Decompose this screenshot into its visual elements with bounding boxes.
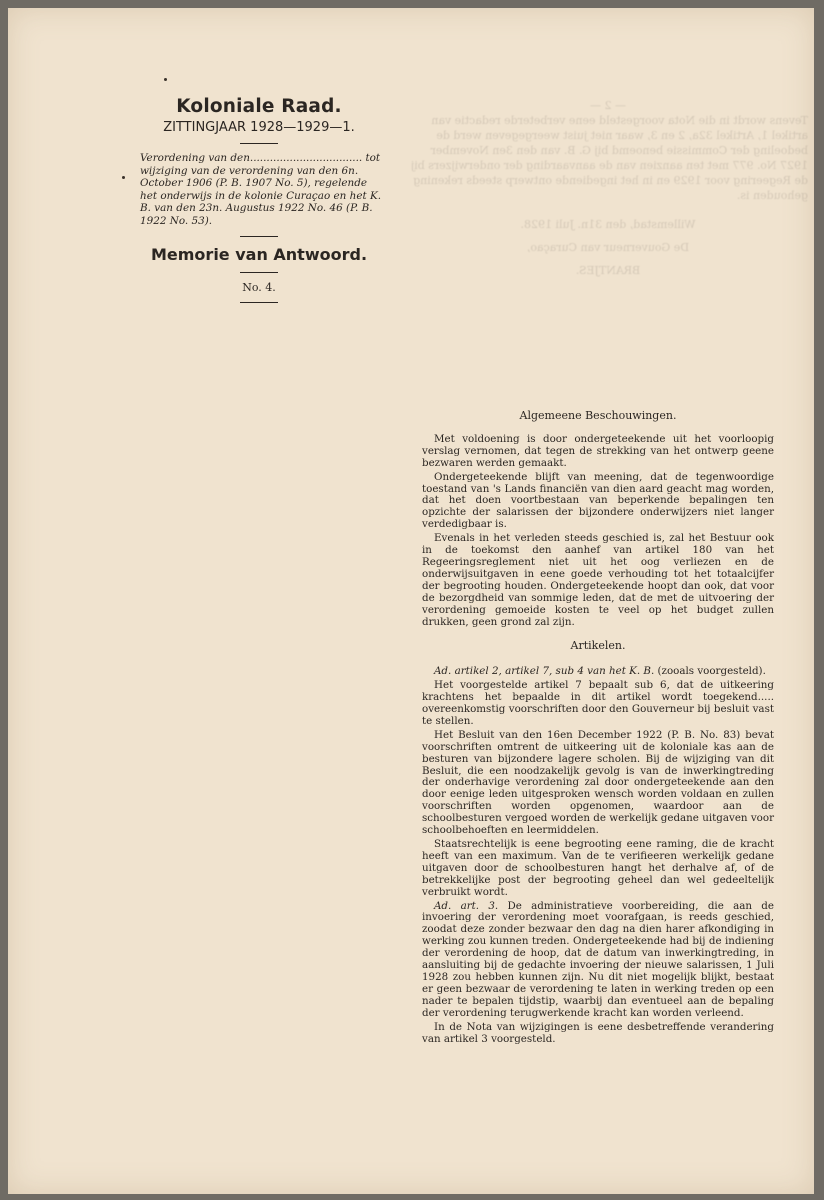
paragraph: Evenals in het verleden steeds geschied is, zal het Bestuur ook in de toekomst den aanhef van artikel 180 van het Regeeringsreglement niet uit het oog verliezen en de onderwijsuitgaven in eene goede verhouding tot het totaalcijfer der begrooting houden. Ondergeteekende hoopt dan ook, dat voor de bezorgdheid van sommige leden, dat de met de uitvoering der verordening gemoeide kosten te veel op het budget zullen drukken, geen grond zal zijn.: [422, 532, 774, 628]
paragraph: Het voorgestelde artikel 7 bepaalt sub 6, dat de uitkeering krachtens het bepaalde in dit artikel wordt toegekend..... overeenkomstig voorschriften door den Gouverneur bij besluit vast te stellen.: [422, 679, 774, 727]
paragraph: [422, 901, 774, 1020]
article-reference-note: (zooals voorgesteld).: [654, 665, 766, 678]
title-block: [128, 96, 390, 311]
paragraph: Met voldoening is door ondergeteekende uit het voorloopig verslag vernomen, dat tegen de strekking van het ontwerp geene bezwaren werden gemaakt.: [422, 432, 774, 469]
divider: [240, 143, 278, 144]
document-number: No. 4.: [242, 280, 276, 294]
council-title: Koloniale Raad.: [176, 96, 342, 117]
body-text: [422, 406, 774, 1047]
paragraph: Ondergeteekende blijft van meening, dat de tegenwoordige toestand van 's Lands financiën van dien aard geacht mag worden, dat het doen voortbestaan van beperkende bepalingen ten opzichte der salarissen der bijzondere onderwijzers niet langer verdedigbaar is.: [422, 470, 774, 531]
divider: [240, 302, 278, 303]
article-reference-italic: Ad. artikel 2, artikel 7, sub 4 van het K. B.: [434, 665, 655, 678]
section-heading-articles: Artikelen.: [570, 639, 626, 653]
article-reference: [422, 666, 774, 678]
divider: [240, 236, 278, 237]
document-title: Memorie van Antwoord.: [150, 244, 368, 264]
article-reference-italic: Ad. art. 3.: [434, 899, 499, 912]
document-page: [8, 8, 814, 1194]
regulation-description: Verordening van den.................................. tot wijziging van de verordening van den 6n. October 1906 (P. B. 1907 No. 5), regelende het onderwijs in de kolonie Curaçao en het K. B. van den 23n. Augustus 1922 No. 46 (P. B. 1922 No. 53).: [140, 152, 382, 227]
show-through-text: — 2 — Tevens wordt in die Nota voorgesteld eene verbeterde redactie van artikel 1, Artikel 32a, 2 en 3, waar niet juist weergegeven werd de bedoeling der Commissie benoemd bij G. B. van den 3en November 1927 No. 977 met ten aanzien van de aanvaarding der onderwijzers bij de Regeering voor 1929 en in het ingediende ontwerp steeds rekening gehouden is. Willemstad, den 31n. Juli 1928. De Gouverneur van Curaçao, BRANTJES.: [410, 99, 808, 277]
session-year: ZITTINGJAAR 1928—1929—1.: [163, 120, 355, 135]
paper-speck: [122, 176, 125, 179]
paper-speck: [164, 78, 167, 81]
paragraph: In de Nota van wijzigingen is eene desbetreffende verandering van artikel 3 voorgesteld.: [422, 1020, 774, 1045]
section-heading-general: Algemeene Beschouwingen.: [519, 409, 677, 422]
divider: [240, 272, 278, 273]
paragraph-text: De administratieve voorbereiding, die aan de invoering der verordening moet voorafgaan, is reeds geschied, zoodat deze zonder bezwaar den dag na dien harer afkondiging in werking zou kunnen treden. Ondergeteekende had bij de indiening der verordening de hoop, dat de datum van inwerkingtreding, in aansluiting bij de gedachte invoering der nieuwe salarissen, 1 Juli 1928 zou hebben kunnen zijn. Nu dit niet mogelijk blijkt, bestaat er geen bezwaar de verordening te laten in werking treden op een nader te bepalen tijdstip, waarbij dan eventueel aan de bepaling der verordening terugwerkende kracht kan worden verleend.: [422, 899, 774, 1019]
paragraph: Staatsrechtelijk is eene begrooting eene raming, die de kracht heeft van een maximum. Van de te verifieeren werkelijk gedane uitgaven door de schoolbesturen hangt het derhalve af, of de betrekkelijke post der begrooting geheel dan wel gedeeltelijk verbruikt wordt.: [422, 838, 774, 898]
paragraph: Het Besluit van den 16en December 1922 (P. B. No. 83) bevat voorschriften omtrent de uitkeering uit de koloniale kas aan de besturen van bijzondere lagere scholen. Bij de wijziging van dit Besluit, die een noodzakelijk gevolg is van de inwerkingtreding der onderhavige verordening zal door ondergeteekende aan den door eenige leden uitgesproken wensch worden voldaan en zullen voorschriften worden opgenomen, waardoor aan de schoolbesturen vergoed worden de werkelijk gedane uitgaven voor schoolbehoeften en leermiddelen.: [422, 728, 774, 837]
